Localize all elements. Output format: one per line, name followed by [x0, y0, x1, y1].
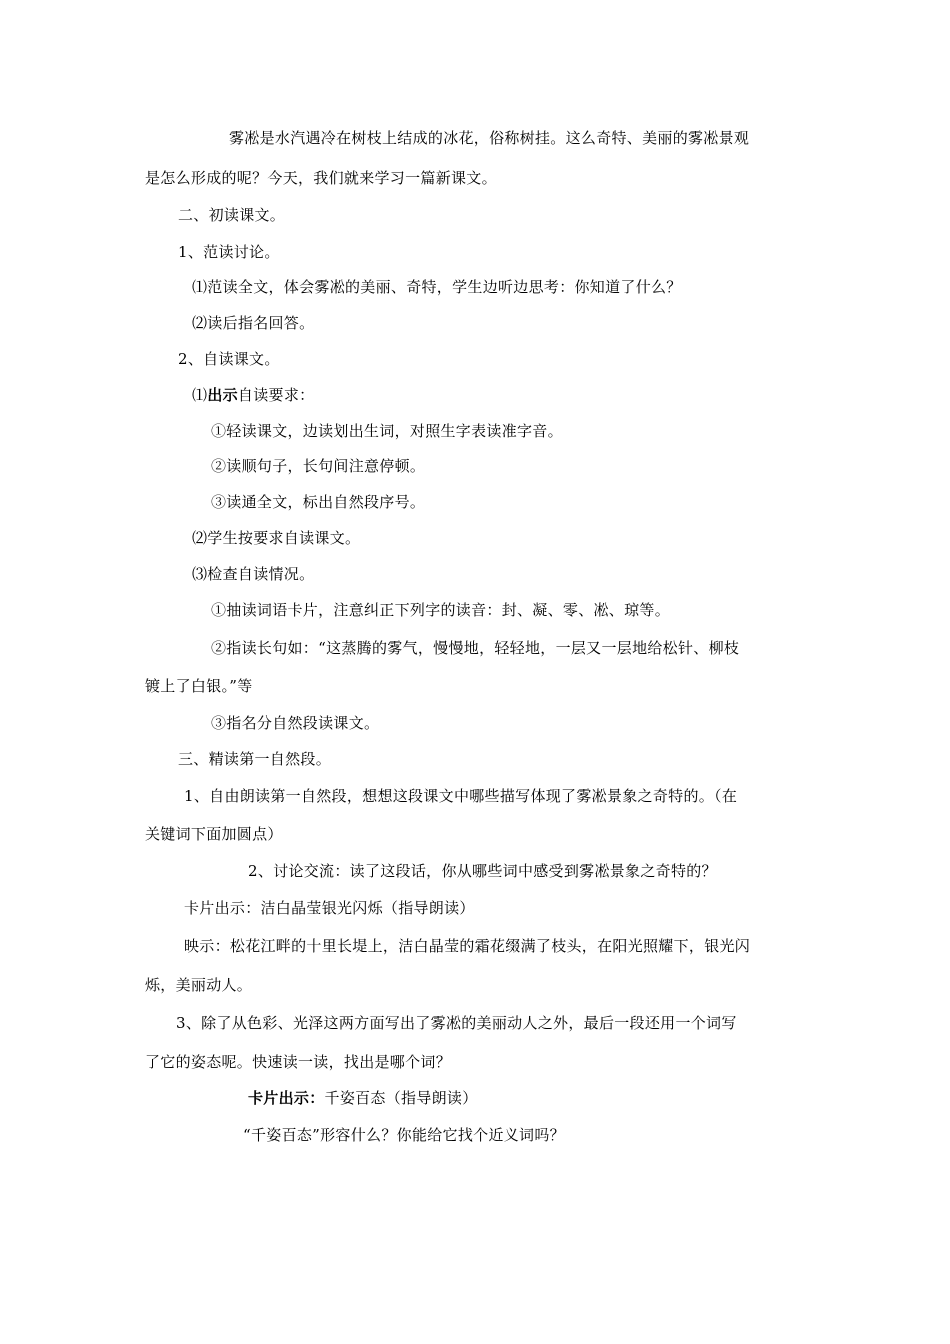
list-item: [192, 385, 314, 405]
sub-list-item: ③读通全文，标出自然段序号。: [211, 493, 426, 511]
paragraph-line: 是怎么形成的呢？今天，我们就来学习一篇新课文。: [145, 169, 497, 187]
sub-list-item: ②读顺句子，长句间注意停顿。: [211, 457, 426, 475]
subheading: 1、范读讨论。: [178, 243, 280, 261]
list-item: ⑶检查自读情况。: [192, 565, 315, 583]
paragraph-line: 关键词下面加圆点）: [145, 825, 283, 843]
bold-label: 卡片出示：: [248, 1089, 325, 1107]
sub-list-item: ②指读长句如：“这蒸腾的雾气，慢慢地，轻轻地，一层又一层地给松针、柳枝: [211, 639, 740, 657]
paragraph-line: 2、讨论交流：读了这段话，你从哪些词中感受到雾凇景象之奇特的？: [248, 862, 717, 880]
sub-list-item: ①抽读词语卡片，注意纠正下列字的读音：封、凝、零、凇、琼等。: [211, 601, 671, 619]
paragraph-line: 1、自由朗读第一自然段，想想这段课文中哪些描写体现了雾凇景象之奇特的。（在: [184, 787, 738, 805]
list-item-text: 自读要求：: [237, 386, 315, 404]
list-item: ⑴范读全文，体会雾凇的美丽、奇特，学生边听边思考：你知道了什么？: [192, 278, 682, 296]
paragraph-line: 烁，美丽动人。: [145, 976, 253, 994]
subheading: 2、自读课文。: [178, 350, 280, 368]
paragraph-line: 映示：松花江畔的十里长堤上，洁白晶莹的霜花缀满了枝头，在阳光照耀下，银光闪: [184, 937, 751, 955]
bold-label: 出示: [207, 386, 238, 404]
list-item: ⑵读后指名回答。: [192, 314, 315, 332]
paragraph-line: 雾凇是水汽遇冷在树枝上结成的冰花，俗称树挂。这么奇特、美丽的雾凇景观: [229, 129, 750, 147]
sub-list-item: ①轻读课文，边读划出生词，对照生字表读准字音。: [211, 422, 563, 440]
card-line: 卡片出示：洁白晶莹银光闪烁（指导朗读）: [184, 899, 475, 917]
section-heading: 三、精读第一自然段。: [178, 750, 332, 768]
paragraph-line: “千姿百态”形容什么？你能给它找个近义词吗？: [243, 1126, 565, 1144]
list-item: ⑵学生按要求自读课文。: [192, 529, 361, 547]
card-line: [248, 1088, 478, 1108]
section-heading: 二、初读课文。: [178, 206, 286, 224]
card-text: 千姿百态（指导朗读）: [324, 1089, 478, 1107]
paragraph-line: 3、除了从色彩、光泽这两方面写出了雾凇的美丽动人之外，最后一段还用一个词写: [176, 1014, 737, 1032]
paragraph-line: 镀上了白银。”等: [145, 677, 253, 695]
sub-list-item: ③指名分自然段读课文。: [211, 714, 380, 732]
paragraph-line: 了它的姿态呢。快速读一读，找出是哪个词？: [145, 1053, 452, 1071]
list-item-number: ⑴: [192, 386, 208, 404]
